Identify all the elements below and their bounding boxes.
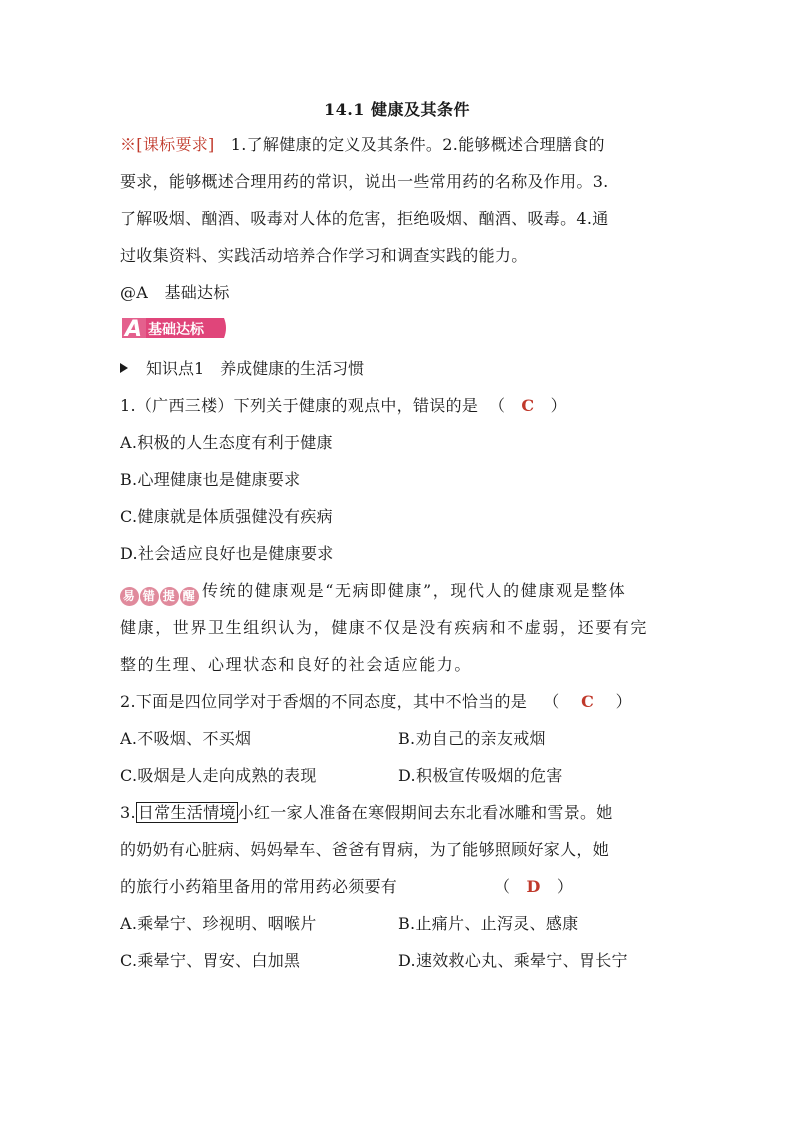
question-2-answer: C <box>581 692 595 711</box>
basic-level-badge-icon <box>120 316 228 340</box>
page-title: 14.1 健康及其条件 <box>323 100 471 119</box>
badge-letter: A <box>125 317 143 340</box>
knowledge-point-label: 知识点1 养成健康的生活习惯 <box>146 359 365 378</box>
error-tip-badge-icon: 易 错 提 醒 <box>120 576 200 609</box>
question-3-option: D.速效救心丸、乘晕宁、胃长宁 <box>398 951 628 970</box>
question-1-option: B.心理健康也是健康要求 <box>120 470 301 489</box>
error-tip-line: 健康，世界卫生组织认为，健康不仅是没有疾病和不虚弱，还要有完 <box>120 618 649 637</box>
question-2-options-row <box>120 757 676 794</box>
question-2-option: C.吸烟是人走向成熟的表现 <box>120 766 317 785</box>
error-tip-line: 整的生理、心理状态和良好的社会适应能力。 <box>120 655 473 674</box>
level-text: @A 基础达标 <box>120 283 230 302</box>
badge-text: 基础达标 <box>148 322 204 338</box>
question-2-option: A.不吸烟、不买烟 <box>120 729 252 748</box>
question-2-option: D.积极宣传吸烟的危害 <box>398 766 563 785</box>
requirements-line: 了解吸烟、酗酒、吸毒对人体的危害，拒绝吸烟、酗酒、吸毒。4.通 <box>120 209 609 228</box>
requirements-line: 过收集资料、实践活动培养合作学习和调查实践的能力。 <box>120 246 528 265</box>
question-3-option: C.乘晕宁、胃安、白加黑 <box>120 951 301 970</box>
question-1-option: C.健康就是体质强健没有疾病 <box>120 507 333 526</box>
question-1-answer: C <box>521 396 535 415</box>
question-1-option: D.社会适应良好也是健康要求 <box>120 544 334 563</box>
question-1-stem: 1.（广西三楼）下列关于健康的观点中，错误的是 （ C ） <box>120 396 567 415</box>
question-3-line: 的旅行小药箱里备用的常用药必须要有 （ D ） <box>120 877 574 896</box>
requirements-line: 要求，能够概述合理用药的常识，说出一些常用药的名称及作用。3. <box>120 172 609 191</box>
question-2-option: B.劝自己的亲友戒烟 <box>398 729 546 748</box>
question-3-option: B.止痛片、止泻灵、感康 <box>398 914 579 933</box>
curriculum-requirements <box>120 126 676 311</box>
question-2-options-row <box>120 720 676 757</box>
question-2-stem: 2.下面是四位同学对于香烟的不同态度，其中不恰当的是 （ C ） <box>120 692 632 711</box>
question-block <box>120 387 676 979</box>
requirements-label: ※[课标要求] <box>120 135 215 154</box>
error-tip-line: 传统的健康观是“无病即健康”，现代人的健康观是整体 <box>202 581 627 600</box>
question-3-answer: D <box>526 877 541 896</box>
triangle-bullet-icon <box>120 363 128 373</box>
question-1-option: A.积极的人生态度有利于健康 <box>120 433 333 452</box>
error-tip <box>120 572 676 609</box>
requirements-line: 1.了解健康的定义及其条件。2.能够概述合理膳食的 <box>230 135 605 154</box>
context-tag: 日常生活情境 <box>137 803 236 822</box>
question-3-options-row <box>120 942 676 979</box>
question-3-stem: 3. 日常生活情境 小红一家人准备在寒假期间去东北看冰雕和雪景。她 <box>120 803 613 822</box>
question-3-options-row <box>120 905 676 942</box>
knowledge-point-heading <box>120 356 364 382</box>
question-3-option: A.乘晕宁、珍视明、咽喉片 <box>120 914 317 933</box>
question-3-line: 的奶奶有心脏病、妈妈晕车、爸爸有胃病，为了能够照顾好家人，她 <box>120 840 610 859</box>
